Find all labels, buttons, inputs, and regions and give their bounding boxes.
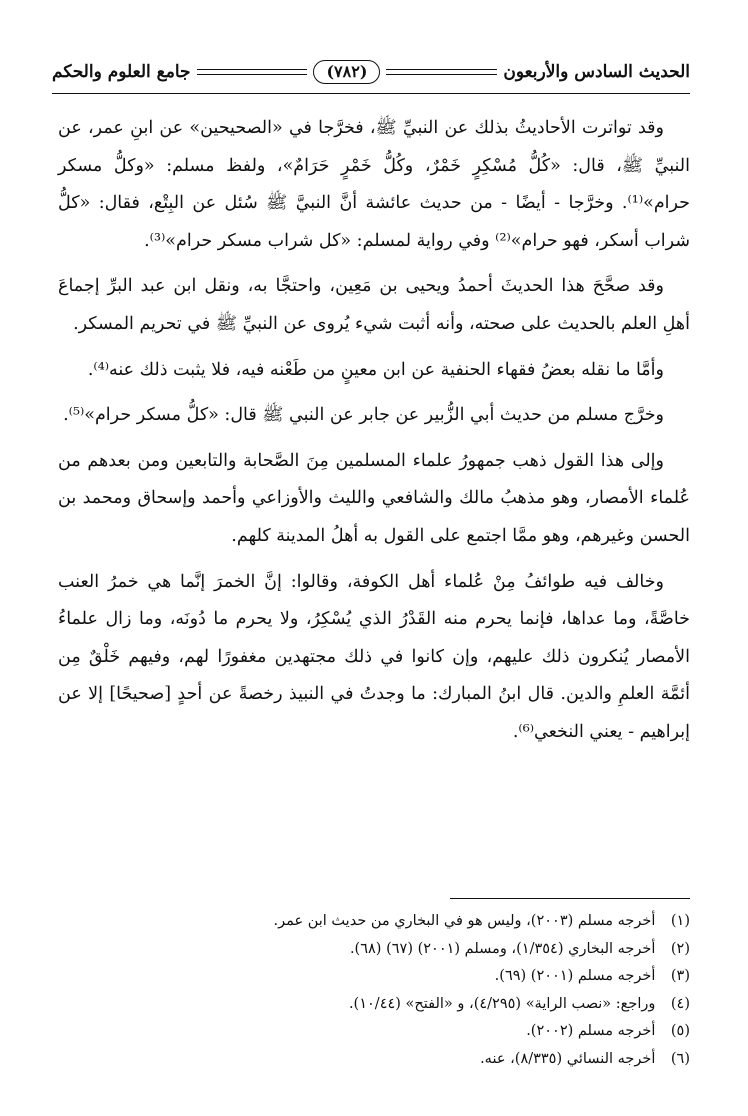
footnote-number: (٦) [670, 1050, 690, 1067]
header-rule-left [197, 69, 308, 75]
footnote-number: (٤) [670, 995, 690, 1012]
main-text [58, 110, 690, 752]
footnote-item [58, 936, 690, 964]
footnote-item [58, 1046, 690, 1074]
paragraph: وخرَّج مسلم من حديث أبي الزُّبير عن جابر عن النبي ﷺ قال: «كلُّ مسكر حرام»⁽⁵⁾. [63, 405, 664, 426]
footnote-text: وراجع: «نصب الراية» (٤/٢٩٥)، و «الفتح» (١٠/٤٤). [348, 995, 656, 1012]
paragraph: وقد تواترت الأحاديثُ بذلك عن النبيِّ ﷺ، فخرَّجا في «الصحيحين» عن ابنِ عمر، عن النبيِّ ﷺ، قال: «كُلُّ مُسْكِرٍ خَمْرٌ، وكُلُّ خَمْرٍ حَرَامٌ»، ولفظ مسلم: «وكلُّ مسكر حرام»⁽¹⁾. وخرَّجا - أيضًا - من حديث عائشة أنَّ النبيَّ ﷺ سُئل عن البِتْع، فقال: «كلُّ شراب أسكر، فهو حرام»⁽²⁾ وفي رواية لمسلم: «كل شراب مسكر حرام»⁽³⁾. [58, 118, 690, 251]
footnote-item [58, 963, 690, 991]
paragraph: وقد صحَّحَ هذا الحديثَ أحمدُ ويحيى بن مَعِين، واحتجَّا به، ونقل ابن عبد البرِّ إجماعَ أهلِ العلم بالحديث على صحته، وأنه أثبت شيء يُروى عن النبيِّ ﷺ في تحريم المسكر. [58, 276, 690, 334]
paragraph: وخالف فيه طوائفُ مِنْ عُلماء أهل الكوفة، وقالوا: إنَّ الخمرَ إنَّما هي خمرُ العنب خاصَّةً، وما عداها، فإنما يحرم منه القَدْرُ الذي يُسْكِرُ، ولا يحرم ما دُونَه، وما زال علماءُ الأمصار يُنكرون ذلك عليهم، وإن كانوا في ذلك مجتهدين مغفورًا لهم، وفيهم خَلْقٌ مِن أئمَّة العلمِ والدين. قال ابنُ المبارك: ما وجدتُ في النبيذ رخصةً عن أحدٍ [صحيحًا] إلا عن إبراهيم - يعني النخعي⁽⁶⁾. [58, 571, 690, 742]
footnote-text: أخرجه مسلم (٢٠٠٢). [526, 1023, 656, 1039]
paragraph: وإلى هذا القول ذهب جمهورُ علماء المسلمين مِنَ الصَّحابة والتابعين ومن بعدهم من عُلماء الأمصار، وهو مذهبُ مالك والشافعي والليث والأوزاعي وأحمد وإسحاق ومحمد بن الحسن وغيرهم، وهو ممَّا اجتمع على القول به أهلُ المدينة كلهم. [58, 450, 690, 546]
header-rule-right [386, 69, 497, 75]
chapter-title: الحديث السادس والأربعون [503, 62, 690, 82]
running-header [52, 52, 690, 92]
page-number: (٧٨٢) [313, 60, 380, 84]
footnote-text: أخرجه مسلم (٢٠٠٣)، وليس هو في البخاري من حديث ابن عمر. [273, 913, 656, 929]
footnote-text: أخرجه النسائي (٨/٣٣٥)، عنه. [480, 1050, 656, 1067]
footnote-number: (٢) [670, 940, 690, 957]
footnote-number: (١) [670, 913, 690, 929]
book-title: جامع العلوم والحكم [52, 62, 191, 82]
paragraph: وأمَّا ما نقله بعضُ فقهاء الحنفية عن ابن معينٍ من طَعْنه فيه، فلا يثبت ذلك عنه⁽⁴⁾. [87, 359, 664, 380]
footnote-text: أخرجه مسلم (٢٠٠١) (٦٩). [494, 968, 656, 984]
footnote-item [58, 1018, 690, 1046]
footnote-text: أخرجه البخاري (١/٣٥٤)، ومسلم (٢٠٠١) (٦٧) (٦٨). [349, 940, 656, 957]
footnote-number: (٥) [670, 1023, 690, 1039]
footnote-item [58, 991, 690, 1019]
footnote-number: (٣) [670, 968, 690, 984]
header-divider [52, 93, 690, 94]
footnote-item [58, 908, 690, 936]
footnote-separator [450, 898, 690, 899]
footnotes [58, 908, 690, 1073]
